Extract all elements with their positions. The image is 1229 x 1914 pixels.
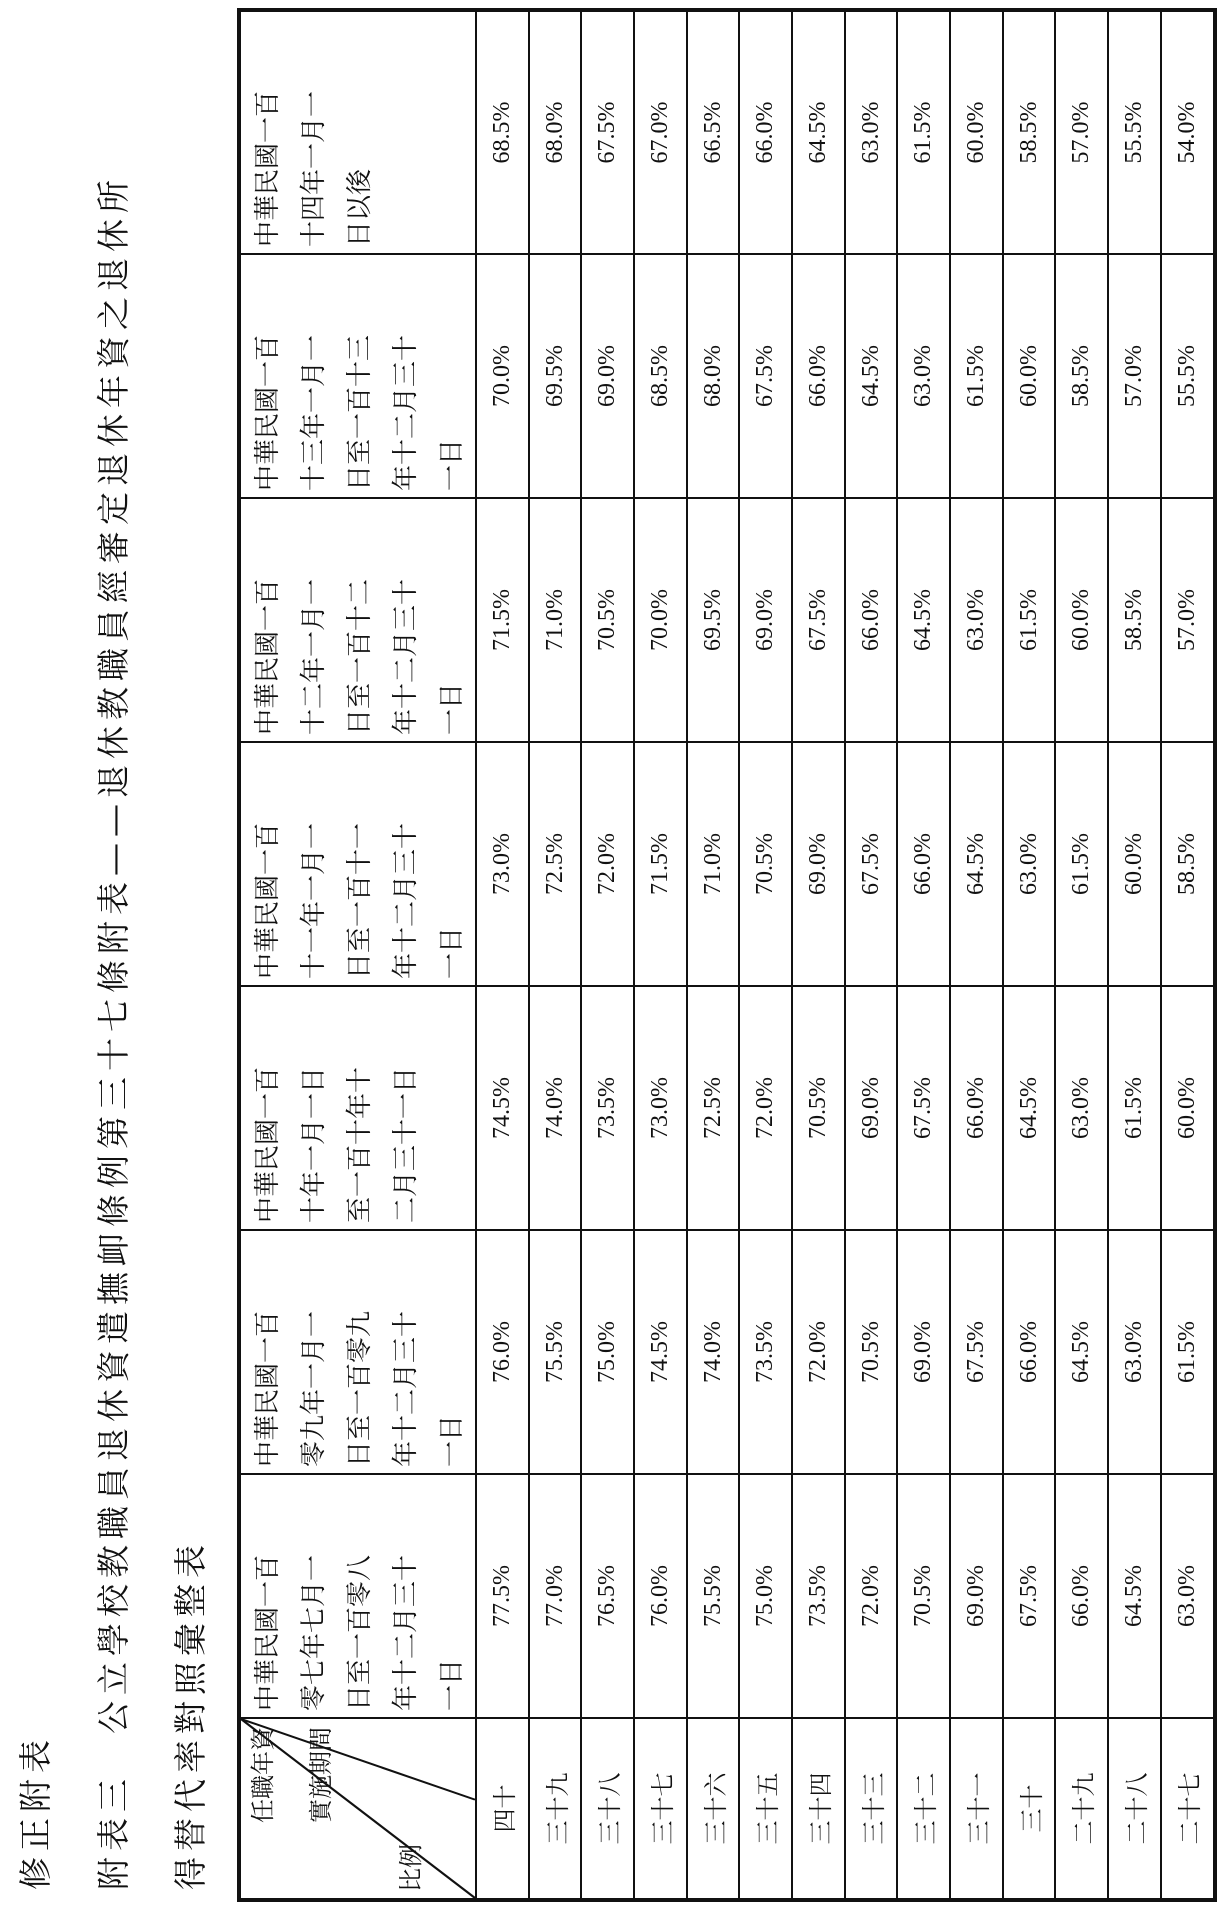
- rate-cell: 61.5%: [1108, 986, 1161, 1230]
- column-header-line: 一日: [437, 682, 466, 735]
- column-header-line: 十二年一月一: [299, 578, 328, 735]
- table-row: [687, 10, 740, 1900]
- rate-cell: 67.5%: [739, 254, 792, 498]
- rate-cell: 75.0%: [739, 1474, 792, 1718]
- rate-cell: 75.5%: [687, 1474, 740, 1718]
- rate-cell: 69.5%: [687, 498, 740, 742]
- rate-cell: 68.0%: [687, 254, 740, 498]
- row-header-years: 二十八: [1108, 1718, 1161, 1900]
- corner-label-ratio: 比例: [399, 1844, 425, 1892]
- column-header: [239, 986, 476, 1230]
- rate-cell: 55.5%: [1161, 254, 1215, 498]
- column-header: [239, 254, 476, 498]
- column-header-line: 日至一百零九: [345, 1310, 374, 1467]
- rate-cell: 64.5%: [1108, 1474, 1161, 1718]
- rate-cell: 66.0%: [739, 10, 792, 254]
- rate-cell: 57.0%: [1055, 10, 1108, 254]
- row-header-years: 三十一: [950, 1718, 1003, 1900]
- corner-label-period: 實施期間: [309, 1727, 335, 1823]
- row-header-years: 二十七: [1161, 1718, 1215, 1900]
- rate-cell: 63.0%: [950, 498, 1003, 742]
- rate-cell: 68.5%: [476, 10, 529, 254]
- column-header: [239, 1474, 476, 1718]
- rate-cell: 67.5%: [845, 742, 898, 986]
- rate-cell: 70.5%: [581, 498, 634, 742]
- table-caption-line-2: 得替代率對照彙整表: [171, 1539, 210, 1890]
- rate-cell: 72.0%: [792, 1230, 845, 1474]
- rate-cell: 60.0%: [1161, 986, 1215, 1230]
- rate-cell: 64.5%: [897, 498, 950, 742]
- column-header-line: 十年一月一日: [299, 1066, 328, 1223]
- rate-cell: 61.5%: [897, 10, 950, 254]
- rate-cell: 60.0%: [1003, 254, 1056, 498]
- rate-cell: 73.5%: [739, 1230, 792, 1474]
- rate-cell: 68.5%: [634, 254, 687, 498]
- column-header-line: 年十二月三十: [391, 1554, 420, 1711]
- corner-label-years: 任職年資: [251, 1727, 277, 1823]
- column-header-line: 年十二月三十: [391, 578, 420, 735]
- column-header-line: 日至一百零八: [345, 1554, 374, 1711]
- rate-cell: 58.5%: [1161, 742, 1215, 986]
- rate-cell: 73.0%: [634, 986, 687, 1230]
- table-row: [1161, 10, 1215, 1900]
- column-header-line: 零七年七月一: [299, 1554, 328, 1711]
- rate-cell: 61.5%: [1003, 498, 1056, 742]
- column-header-line: 十三年一月一: [299, 334, 328, 491]
- column-header-line: 零九年一月一: [299, 1310, 328, 1467]
- rate-cell: 66.0%: [950, 986, 1003, 1230]
- rate-cell: 73.0%: [476, 742, 529, 986]
- column-header-line: 中華民國一百: [253, 1310, 282, 1467]
- rate-cell: 66.0%: [1055, 1474, 1108, 1718]
- row-header-years: 二十九: [1055, 1718, 1108, 1900]
- row-header-years: 三十五: [739, 1718, 792, 1900]
- table-row: [845, 10, 898, 1900]
- corner-header: [239, 1718, 476, 1900]
- rate-cell: 75.0%: [581, 1230, 634, 1474]
- rate-cell: 57.0%: [1161, 498, 1215, 742]
- rate-cell: 69.0%: [581, 254, 634, 498]
- column-header-line: 一日: [437, 1658, 466, 1711]
- rate-cell: 66.0%: [1003, 1230, 1056, 1474]
- rate-cell: 64.5%: [950, 742, 1003, 986]
- column-header-line: 日以後: [345, 168, 374, 247]
- table-row: [739, 10, 792, 1900]
- rate-cell: 55.5%: [1108, 10, 1161, 254]
- rate-cell: 70.5%: [845, 1230, 898, 1474]
- rate-cell: 73.5%: [792, 1474, 845, 1718]
- rate-cell: 76.0%: [634, 1474, 687, 1718]
- rate-cell: 70.5%: [739, 742, 792, 986]
- rate-cell: 67.5%: [581, 10, 634, 254]
- rate-cell: 77.0%: [529, 1474, 582, 1718]
- rate-cell: 73.5%: [581, 986, 634, 1230]
- rate-cell: 58.5%: [1108, 498, 1161, 742]
- rate-cell: 72.0%: [581, 742, 634, 986]
- row-header-years: 三十六: [687, 1718, 740, 1900]
- column-header-line: 日至一百十三: [345, 334, 374, 491]
- column-header-line: 一日: [437, 1414, 466, 1467]
- rate-cell: 69.5%: [529, 254, 582, 498]
- rate-cell: 63.0%: [1108, 1230, 1161, 1474]
- column-header-line: 十四年一月一: [299, 90, 328, 247]
- row-header-years: 三十三: [845, 1718, 898, 1900]
- rate-cell: 74.0%: [687, 1230, 740, 1474]
- column-header-line: 年十二月三十: [391, 334, 420, 491]
- rate-cell: 72.5%: [529, 742, 582, 986]
- rate-cell: 74.5%: [634, 1230, 687, 1474]
- table-row: [897, 10, 950, 1900]
- column-header-line: 一日: [437, 926, 466, 979]
- rate-cell: 63.0%: [845, 10, 898, 254]
- row-header-years: 三十二: [897, 1718, 950, 1900]
- rate-cell: 74.0%: [529, 986, 582, 1230]
- column-header-line: 日至一百十一: [345, 822, 374, 979]
- rate-cell: 71.5%: [634, 742, 687, 986]
- rate-cell: 66.5%: [687, 10, 740, 254]
- rate-cell: 60.0%: [950, 10, 1003, 254]
- column-header-line: 中華民國一百: [253, 822, 282, 979]
- rate-cell: 67.5%: [950, 1230, 1003, 1474]
- table-caption-line-1: 附表三 公立學校教職員退休資遣撫卹條例第三十七條附表——退休教職員經審定退休年資之退休所: [94, 174, 133, 1890]
- rate-cell: 69.0%: [950, 1474, 1003, 1718]
- column-header-line: 中華民國一百: [253, 1554, 282, 1711]
- rate-cell: 72.0%: [845, 1474, 898, 1718]
- rate-cell: 70.0%: [476, 254, 529, 498]
- rate-cell: 63.0%: [1161, 1474, 1215, 1718]
- rate-cell: 70.5%: [792, 986, 845, 1230]
- row-header-years: 三十四: [792, 1718, 845, 1900]
- column-header-line: 至一百十年十: [345, 1066, 374, 1223]
- rate-cell: 61.5%: [950, 254, 1003, 498]
- rate-cell: 64.5%: [792, 10, 845, 254]
- header-row: [239, 10, 476, 1900]
- rate-cell: 71.5%: [476, 498, 529, 742]
- rate-cell: 72.5%: [687, 986, 740, 1230]
- rate-cell: 63.0%: [1003, 742, 1056, 986]
- rate-cell: 70.0%: [634, 498, 687, 742]
- rate-cell: 72.0%: [739, 986, 792, 1230]
- rate-cell: 63.0%: [1055, 986, 1108, 1230]
- rate-cell: 71.0%: [687, 742, 740, 986]
- rate-cell: 69.0%: [845, 986, 898, 1230]
- column-header: [239, 742, 476, 986]
- column-header-line: 一日: [437, 438, 466, 491]
- rate-cell: 58.5%: [1003, 10, 1056, 254]
- rate-cell: 67.0%: [634, 10, 687, 254]
- table-row: [581, 10, 634, 1900]
- rate-cell: 54.0%: [1161, 10, 1215, 254]
- rate-cell: 66.0%: [792, 254, 845, 498]
- column-header: [239, 10, 476, 254]
- rate-cell: 64.5%: [1055, 1230, 1108, 1474]
- document-title: 修正附表: [16, 1734, 55, 1890]
- rate-cell: 76.5%: [581, 1474, 634, 1718]
- table-row: [792, 10, 845, 1900]
- rate-cell: 70.5%: [897, 1474, 950, 1718]
- column-header: [239, 1230, 476, 1474]
- table-row: [1055, 10, 1108, 1900]
- rate-cell: 60.0%: [1055, 498, 1108, 742]
- table-row: [1108, 10, 1161, 1900]
- column-header-line: 中華民國一百: [253, 578, 282, 735]
- replacement-rate-table: [237, 8, 1217, 1902]
- rate-cell: 69.0%: [897, 1230, 950, 1474]
- rate-cell: 68.0%: [529, 10, 582, 254]
- rate-cell: 69.0%: [792, 742, 845, 986]
- rate-cell: 66.0%: [897, 742, 950, 986]
- column-header-line: 中華民國一百: [253, 334, 282, 491]
- column-header-line: 二月三十一日: [391, 1066, 420, 1223]
- rate-cell: 77.5%: [476, 1474, 529, 1718]
- rate-cell: 64.5%: [1003, 986, 1056, 1230]
- column-header-line: 中華民國一百: [253, 90, 282, 247]
- row-header-years: 三十八: [581, 1718, 634, 1900]
- rate-cell: 69.0%: [739, 498, 792, 742]
- table-row: [529, 10, 582, 1900]
- column-header-line: 中華民國一百: [253, 1066, 282, 1223]
- table-row: [1003, 10, 1056, 1900]
- rate-cell: 57.0%: [1108, 254, 1161, 498]
- rate-cell: 61.5%: [1055, 742, 1108, 986]
- rate-cell: 67.5%: [1003, 1474, 1056, 1718]
- rate-cell: 74.5%: [476, 986, 529, 1230]
- column-header-line: 日至一百十二: [345, 578, 374, 735]
- rate-cell: 76.0%: [476, 1230, 529, 1474]
- row-header-years: 四十: [476, 1718, 529, 1900]
- rate-cell: 64.5%: [845, 254, 898, 498]
- column-header-line: 年十二月三十: [391, 1310, 420, 1467]
- rate-cell: 60.0%: [1108, 742, 1161, 986]
- rate-cell: 58.5%: [1055, 254, 1108, 498]
- column-header-line: 年十二月三十: [391, 822, 420, 979]
- table-row: [950, 10, 1003, 1900]
- rate-cell: 67.5%: [792, 498, 845, 742]
- rate-cell: 61.5%: [1161, 1230, 1215, 1474]
- rate-cell: 66.0%: [845, 498, 898, 742]
- table-row: [476, 10, 529, 1900]
- rate-cell: 71.0%: [529, 498, 582, 742]
- row-header-years: 三十九: [529, 1718, 582, 1900]
- column-header: [239, 498, 476, 742]
- row-header-years: 三十七: [634, 1718, 687, 1900]
- column-header-line: 十一年一月一: [299, 822, 328, 979]
- rate-cell: 75.5%: [529, 1230, 582, 1474]
- rate-cell: 67.5%: [897, 986, 950, 1230]
- row-header-years: 三十: [1003, 1718, 1056, 1900]
- rate-cell: 63.0%: [897, 254, 950, 498]
- table-body: [476, 10, 1215, 1900]
- table-row: [634, 10, 687, 1900]
